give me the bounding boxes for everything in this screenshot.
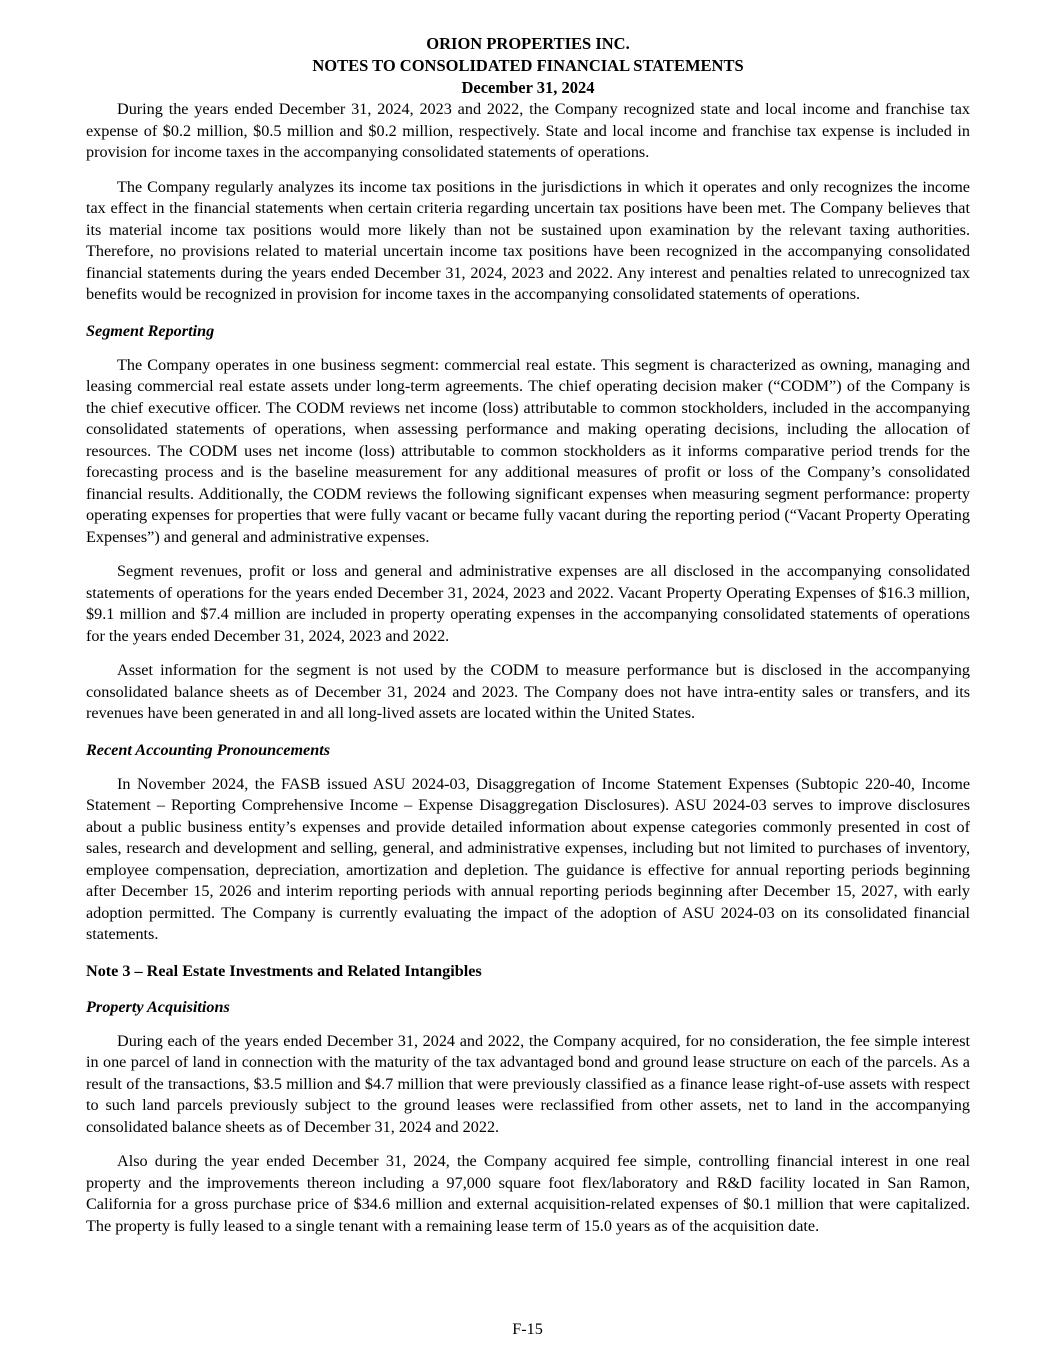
paragraph-asu-2024-03: In November 2024, the FASB issued ASU 2024-03, Disaggregation of Income Statement Expenses (Subtopic 220-40, Income Statement – Reporting Comprehensive Income – Expense Disaggregation Disclosures). ASU 2024-03 serves to improve disclosures about a public business entity’s expenses and provide detailed information about expense categories commonly presented in cost of sales, research and development and selling, general, and administrative expenses, including but not limited to purchases of inventory, employee compensation, depreciation, amortization and depletion. The guidance is effective for annual reporting periods beginning after December 15, 2026 and interim reporting periods with annual reporting periods beginning after December 15, 2027, with early adoption permitted. The Company is currently evaluating the impact of the adoption of ASU 2024-03 on its consolidated financial statements. (86, 774, 970, 943)
paragraph-segment-overview: The Company operates in one business segment: commercial real estate. This segment is characterized as owning, managing and leasing commercial real estate assets under long-term agreements. The chief operating decision maker (“CODM”) of the Company is the chief executive officer. The CODM reviews net income (loss) attributable to common stockholders, included in the accompanying consolidated statements of operations, when assessing performance and making operating decisions, including the allocation of resources. The CODM uses net income (loss) attributable to common stockholders as it informs comparative period trends for the forecasting process and is the baseline measurement for any additional measures of profit or loss of the Company’s consolidated financial results. Additionally, the CODM reviews the following significant expenses when measuring segment performance: property operating expenses for properties that were fully vacant or became fully vacant during the reporting period (“Vacant Property Operating Expenses”) and general and administrative expenses. (86, 355, 970, 546)
page-number: F-15 (512, 1320, 543, 1338)
document-title: NOTES TO CONSOLIDATED FINANCIAL STATEMENTS (312, 56, 744, 75)
paragraph-segment-asset-information: Asset information for the segment is not used by the CODM to measure performance but is disclosed in the accompanying consolidated balance sheets as of December 31, 2024 and 2023. The Company does not have intra-entity sales or transfers, and its revenues have been generated in and all long-lived assets are located within the United States. (86, 661, 970, 722)
paragraph-san-ramon-acquisition: Also during the year ended December 31, 2024, the Company acquired fee simple, controlling financial interest in one real property and the improvements thereon including a 97,000 square foot flex/laboratory and R&D facility located in San Ramon, California for a gross purchase price of $34.6 million and external acquisition-related expenses of $0.1 million that were capitalized. The property is fully leased to a single tenant with a remaining lease term of 15.0 years as of the acquisition date. (86, 1152, 970, 1235)
paragraph-uncertain-tax-positions: The Company regularly analyzes its income tax positions in the jurisdictions in which it operates and only recognizes the income tax effect in the financial statements when certain criteria regarding uncertain tax positions have been met. The Company believes that its material income tax positions would more likely than not be sustained upon examination by the relevant taxing authorities. Therefore, no provisions related to material uncertain income tax positions have been recognized in the accompanying consolidated financial statements during the years ended December 31, 2024, 2023 and 2022. Any interest and penalties related to unrecognized tax benefits would be recognized in provision for income taxes in the accompanying consolidated statements of operations. (86, 177, 970, 303)
company-name: ORION PROPERTIES INC. (426, 34, 630, 53)
document-header (86, 33, 970, 99)
heading-property-acquisitions: Property Acquisitions (86, 997, 230, 1016)
paragraph-state-local-tax: During the years ended December 31, 2024, 2023 and 2022, the Company recognized state and local income and franchise tax expense of $0.2 million, $0.5 million and $0.2 million, respectively. State and local income and franchise tax expense is included in provision for income taxes in the accompanying consolidated statements of operations. (86, 100, 970, 161)
heading-segment-reporting: Segment Reporting (86, 321, 215, 340)
statement-date: December 31, 2024 (461, 78, 595, 97)
paragraph-segment-revenues: Segment revenues, profit or loss and general and administrative expenses are all disclosed in the accompanying consolidated statements of operations for the years ended December 31, 2024, 2023 and 2022. Vacant Property Operating Expenses of $16.3 million, $9.1 million and $7.4 million are included in property operating expenses in the accompanying consolidated statements of operations for the years ended December 31, 2024, 2023 and 2022. (86, 562, 970, 645)
heading-note-3-real-estate-investments: Note 3 – Real Estate Investments and Related Intangibles (86, 961, 482, 980)
heading-recent-accounting-pronouncements: Recent Accounting Pronouncements (86, 740, 331, 759)
paragraph-land-parcel-acquisitions: During each of the years ended December 31, 2024 and 2022, the Company acquired, for no consideration, the fee simple interest in one parcel of land in connection with the maturity of the tax advantaged bond and ground lease structure on each of the parcels. As a result of the transactions, $3.5 million and $4.7 million that were previously classified as a finance lease right-of-use assets with respect to such land parcels previously subject to the ground leases were reclassified from other assets, net to land in the accompanying consolidated balance sheets as of December 31, 2024 and 2022. (86, 1031, 970, 1136)
document-footer (0, 1318, 1055, 1340)
